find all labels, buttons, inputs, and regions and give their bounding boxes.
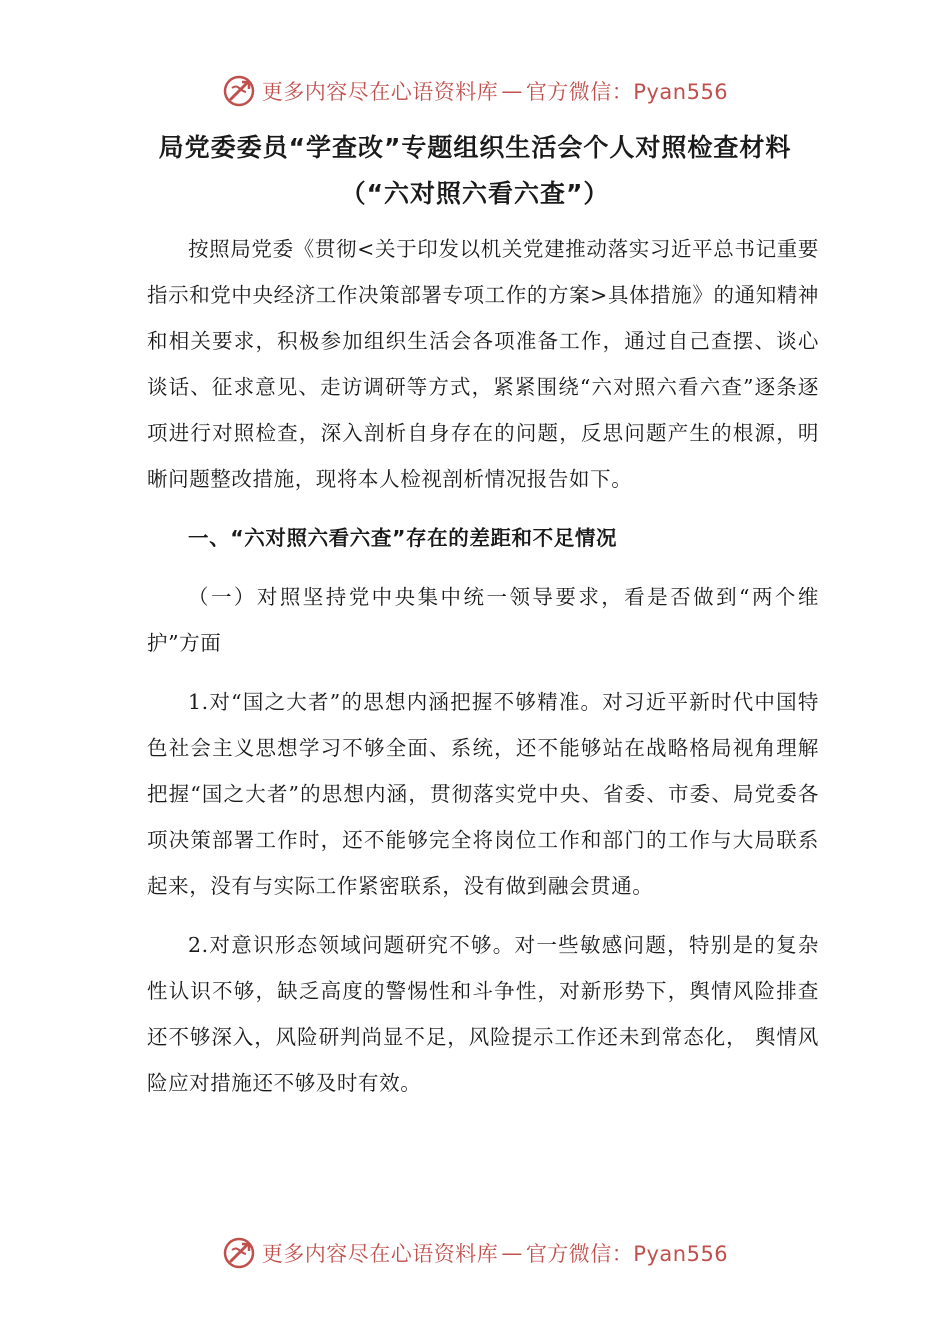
watermark-text: 更多内容尽在心语资料库 <box>261 1242 499 1266</box>
watermark-text: 更多内容尽在心语资料库 <box>261 80 499 104</box>
intro-paragraph: 按照局党委《贯彻<关于印发以机关党建推动落实习近平总书记重要指示和党中央经济工作决策部署专项工作的方案>具体措施》的通知精神和相关要求，积极参加组织生活会各项准备工作，通过自己查摆、谈心谈话、征求意见、走访调研等方式，紧紧围绕“六对照六看六查”逐条逐项进行对照检查，深入剖析自身存在的问题，反思问题产生的根源，明晰问题整改措施，现将本人检视剖析情况报告如下。 <box>147 237 819 491</box>
document-body <box>147 226 819 1106</box>
watermark-header <box>0 74 950 108</box>
brand-logo-icon <box>222 1236 256 1270</box>
watermark-contact: 官方微信：Pyan556 <box>525 1242 729 1266</box>
watermark-footer <box>0 1236 950 1270</box>
subsection-heading: （一）对照坚持党中央集中统一领导要求，看是否做到“两个维护”方面 <box>147 585 819 655</box>
watermark-separator: — <box>501 1241 523 1265</box>
document-subtitle: （“六对照六看六查”） <box>340 179 610 208</box>
document-title: 局党委委员“学查改”专题组织生活会个人对照检查材料 <box>158 133 792 162</box>
list-item: 1.对“国之大者”的思想内涵把握不够精准。对习近平新时代中国特色社会主义思想学习不够全面、系统，还不能够站在战略格局视角理解把握“国之大者”的思想内涵，贯彻落实党中央、省委、市委、局党委各项决策部署工作时，还不能够完全将岗位工作和部门的工作与大局联系起来，没有与实际工作紧密联系，没有做到融会贯通。 <box>147 690 819 898</box>
brand-logo-icon <box>222 74 256 108</box>
section-heading: 一、“六对照六看六查”存在的差距和不足情况 <box>188 526 618 550</box>
list-item: 2.对意识形态领域问题研究不够。对一些敏感问题，特别是的复杂性认识不够，缺乏高度的警惕性和斗争性，对新形势下，舆情风险排查还不够深入，风险研判尚显不足，风险提示工作还未到常态化， 舆情风险应对措施还不够及时有效。 <box>147 933 819 1095</box>
watermark-contact: 官方微信：Pyan556 <box>525 80 729 104</box>
watermark-separator: — <box>501 79 523 103</box>
